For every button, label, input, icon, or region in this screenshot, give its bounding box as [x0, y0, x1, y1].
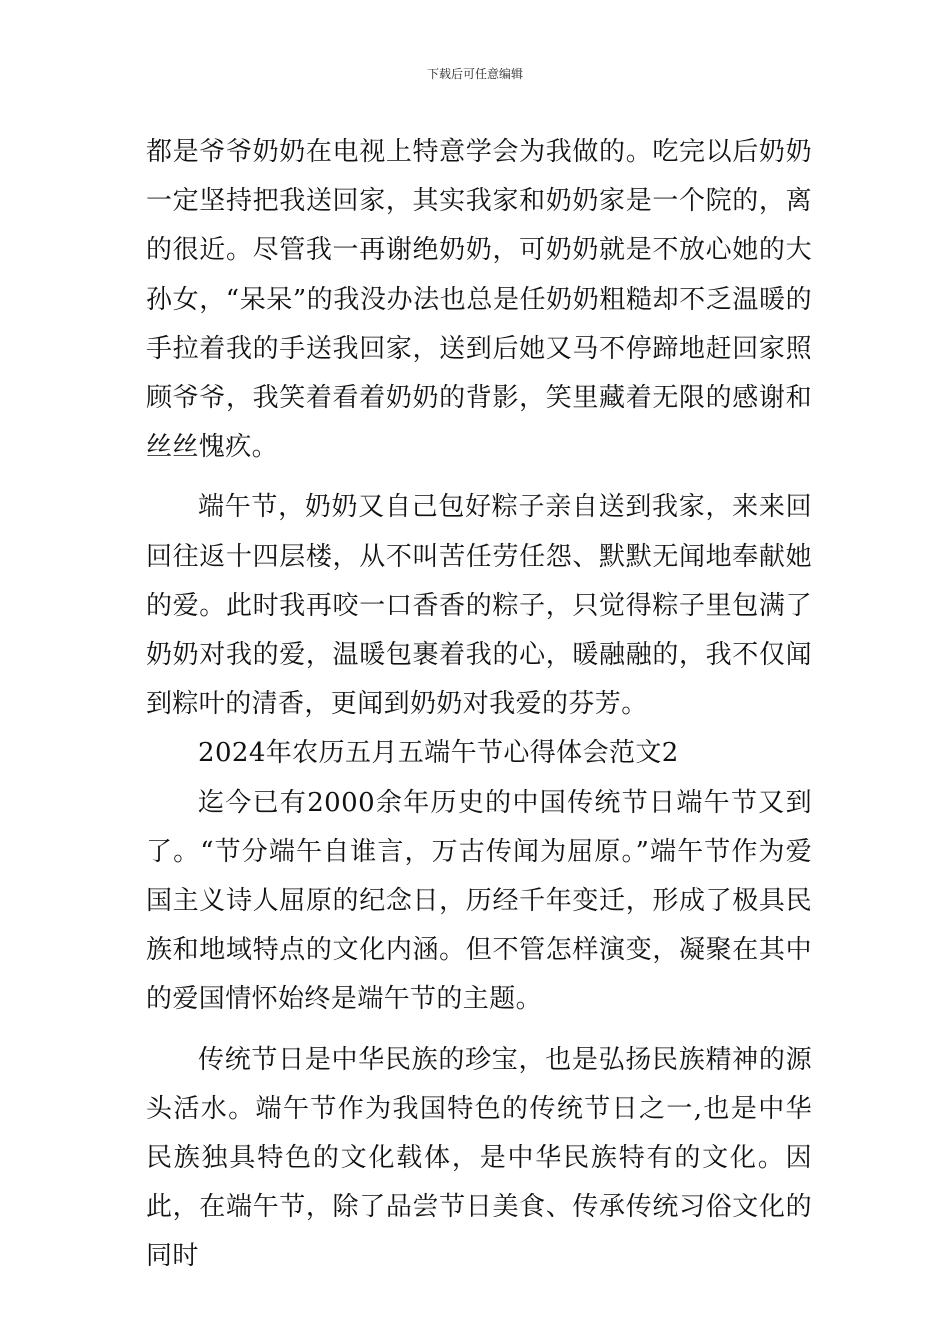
paragraph-continuation: 都是爷爷奶奶在电视上特意学会为我做的。吃完以后奶奶一定坚持把我送回家，其实我家和奶奶家是一个院的，离的很近。尽管我一再谢绝奶奶，可奶奶就是不放心她的大孙女，“呆呆”的我没办法也总是任奶奶粗糙却不乏温暖的手拉着我的手送我回家，送到后她又马不停蹄地赶回家照顾爷爷，我笑着看着奶奶的背影，笑里藏着无限的感谢和丝丝愧疚。	[146, 137, 812, 463]
paragraph-tradition: 传统节日是中华民族的珍宝，也是弘扬民族精神的源头活水。端午节作为我国特色的传统节日之一,也是中华民族独具特色的文化载体，是中华民族特有的文化。因此，在端午节，除了品尝节日美食、传承传统习俗文化的同时	[146, 1044, 812, 1272]
section-title: 2024年农历五月五端午节心得体会范文2	[198, 738, 679, 769]
paragraph-history: 迄今已有2000余年历史的中国传统节日端午节又到了。“节分端午自谁言，万古传闻为屈原。”端午节作为爱国主义诗人屈原的纪念日，历经千年变迁，形成了极具民族和地域特点的文化内涵。但不管怎样演变，凝聚在其中的爱国情怀始终是端午节的主题。	[146, 787, 812, 1015]
page-header-note: 下载后可任意编辑	[426, 67, 523, 81]
paragraph-dragon-boat-zongzi: 端午节，奶奶又自己包好粽子亲自送到我家，来来回回往返十四层楼，从不叫苦任劳任怨、默默无闻地奉献她的爱。此时我再咬一口香香的粽子，只觉得粽子里包满了奶奶对我的爱，温暖包裹着我的心，暖融融的，我不仅闻到粽叶的清香，更闻到奶奶对我爱的芬芳。	[146, 492, 812, 720]
document-body	[146, 128, 812, 1282]
